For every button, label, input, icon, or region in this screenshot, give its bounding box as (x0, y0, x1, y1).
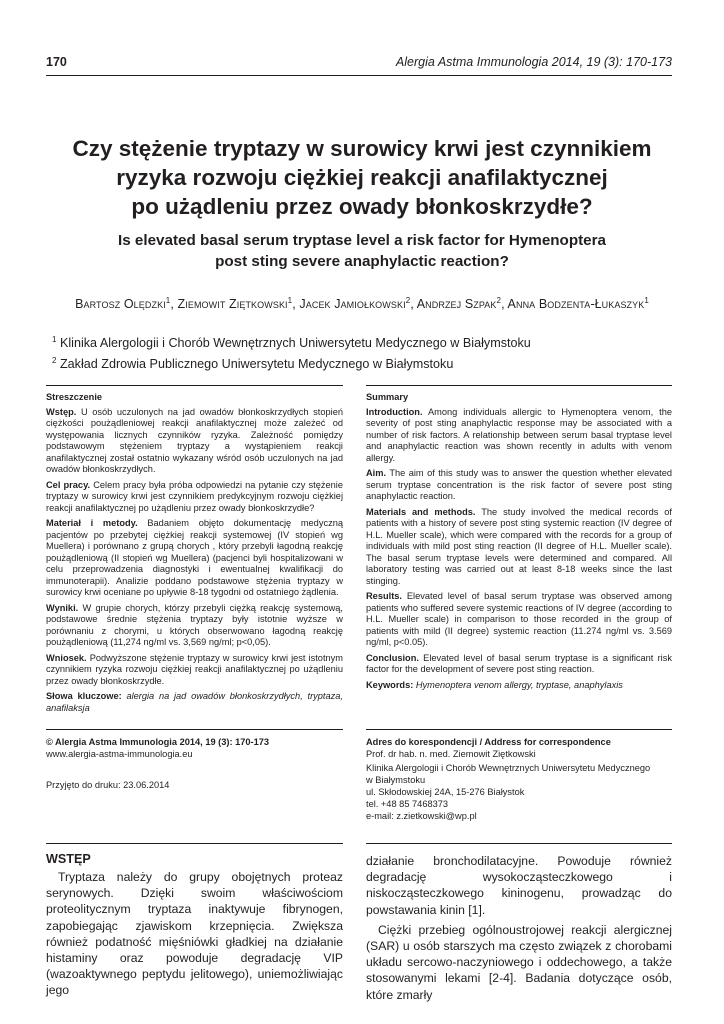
abstract-keywords: Słowa kluczowe: alergia na jad owadów błonkoskrzydłych, tryptaza, anafilaksja (46, 691, 343, 713)
abstract-section: Introduction. Among individuals allergic to Hymenoptera venom, the severity of post sting anaphylactic response may be associated with a number of risk factors. A relationship between serum basal tryptase level and anaphylactic reaction was shown recently in adults with venom allergy. (366, 406, 672, 463)
journal-reference: Alergia Astma Immunologia 2014, 19 (3): 170-173 (395, 55, 672, 69)
title-pl-line: po użądleniu przez owady błonkoskrzydłe? (131, 194, 593, 219)
journal-website: www.alergia-astma-immunologia.eu (46, 749, 193, 759)
body-rule-right (366, 843, 672, 844)
abstract-english-heading: Summary (366, 392, 409, 402)
accepted-date: Przyjęto do druku: 23.06.2014 (46, 780, 170, 790)
abstract-section: Materiał i metody. Badaniem objęto dokumentację medyczną pacjentów po przebytej ciężkiej reakcji systemowej (IV stopień wg Muellera) i porównano z grupą chorych , który przebyli łagodną reakcję poużądleniową (II stopień wg Muellera) (pacjenci byli hospitalizowani w celu przeprowadzenia diagnostyki i ewentualnej kwalifikacji do immunoterapii). Analizie poddano podstawowe stężenia tryptazy w surowicy krwi oceniane po upływie 8-18 tygodni od ostatniego żądlenia. (46, 518, 343, 597)
title-en-line: Is elevated basal serum tryptase level a risk factor for Hymenoptera (118, 232, 606, 249)
abstract-section: Aim. The aim of this study was to answer the question whether elevated serum tryptase concentration is the risk factor of severe post sting anaphylactic reaction. (366, 468, 672, 501)
author-list: Bartosz Olędzki$^1$, Ziemowit Ziętkowski$^1$, Jacek Jamiołkowski$^2$, Andrzej Szpak$^2$, Anna Bodzenta-Łukaszyk$^1$ (75, 296, 649, 312)
title-polish (40, 134, 684, 221)
body-rule-left (46, 843, 343, 844)
title-en-line: post sting severe anaphylactic reaction? (215, 253, 509, 270)
abstract-section: Results. Elevated level of basal serum tryptase was observed among patients who suffered severe systemic reactions of IV degree (according to H.L. Mueller scale) in comparison to those recorded in the group of patients with mild (II degree) systemic reaction (11.274 ng/ml vs. 3.569 ng/ml, p<0.05). (366, 591, 673, 647)
header-rule (46, 75, 672, 76)
abstract-section: Wniosek. Podwyższone stężenie tryptazy w surowicy krwi jest istotnym czynnikiem ryzyka rozwoju ciężkiej reakcji anafilaktycznej po użądleniu przez owady błonkoskrzydłe. (46, 652, 343, 686)
author-affiliation-mark: 1 (287, 296, 293, 305)
copyright-line: © Alergia Astma Immunologia 2014, 19 (3): 170-173 (46, 737, 270, 747)
title-pl-line: Czy stężenie tryptazy w surowicy krwi jest czynnikiem (72, 136, 652, 161)
abstract-section: Wstęp. U osób uczulonych na jad owadów błonkoskrzydłych stopień ciężkości poużądleniowej reakcji anafilaktycznej może zależeć od występowania licznych czynników ryzyka. Zależność pomiędzy podstawowym stężeniem tryptazy a wystąpieniem reakcji anafilaktycznej został ostatnio wykazany wśród osób uczulonych na jad owadów błonkoskrzydłych. (46, 406, 343, 474)
author-name: Anna Bodzenta-Łukaszyk (507, 297, 645, 312)
correspondence-line: ul. Skłodowskiej 24A, 15-276 Białystok (366, 787, 525, 797)
body-paragraph: Tryptaza należy do grupy obojętnych proteaz serynowych. Dzięki swoim właściwościom proteolitycznym tryptaza inaktywuje fibrynogen, zapobiegając zjawiskom krzepnięcia. Zwiększa również podatność mięśniówki gładkiej na działanie histaminy oraz powoduje degradację VIP (wazoaktywnego peptydu jelitowego), uniemożliwiając jego (46, 870, 343, 998)
affiliation-item: $^2$ Zakład Zdrowia Publicznego Uniwersytetu Medycznego w Białymstoku (52, 356, 454, 372)
affiliations (52, 331, 684, 373)
publication-info (46, 736, 343, 791)
author-name: Jacek Jamiołkowski (299, 297, 406, 312)
author-name: Bartosz Olędzki (75, 297, 166, 312)
body-column-right (366, 853, 672, 1007)
correspondence-line: Prof. dr hab. n. med. Ziemowit Ziętkowski (366, 749, 536, 759)
author-name: Ziemowit Ziętkowski (177, 297, 288, 312)
section-heading-introduction: WSTĘP (46, 852, 91, 866)
author-name: Andrzej Szpak (416, 297, 497, 312)
author-affiliation-mark: 1 (165, 296, 171, 305)
abstract-section: Cel pracy. Celem pracy była próba odpowiedzi na pytanie czy stężenie tryptazy w surowicy krwi jest czynnikiem predykcyjnym rozwoju ciężkiej reakcji anafilaktycznej po użądleniu przez owady błonkoskrzydłe? (46, 479, 343, 513)
abstract-section: Conclusion. Elevated level of basal serum tryptase is a significant risk factor for the development of severe post sting reaction. (366, 652, 672, 674)
abstract-rule-left (46, 385, 343, 386)
author-affiliation-mark: 2 (496, 296, 502, 305)
body-paragraph: Ciężki przebieg ogólnoustrojowej reakcji alergicznej (SAR) u osób starszych ma często związek z chorobami układu sercowo-naczyniowego i oddechowego, a także stosowanymi lekami [2-4]. Badania dotyczące osób, które zmarły (366, 922, 672, 1002)
abstract-polish (46, 392, 343, 718)
correspondence-heading: Adres do korespondencji / Address for correspondence (366, 737, 611, 747)
title-english (40, 230, 684, 272)
title-pl-line: ryzyka rozwoju ciężkiej reakcji anafilaktycznej (116, 165, 608, 190)
abstract-section: Materials and methods. The study involved the medical records of patients with a history of severe post sting systemic reaction (IV degree of H.L. Mueller scale), which were compared with the records for a group of individuals with mild post sting reaction (II degree of H.L. Mueller scale). The basal serum tryptase levels were determined and compared. All laboratory testing was carried out at least 8-18 weeks since the last stinging. (366, 506, 672, 586)
author-affiliation-mark: 2 (405, 296, 411, 305)
correspondence-line: w Białymstoku (366, 775, 426, 785)
affiliation-item: $^1$ Klinika Alergologii i Chorób Wewnętrznych Uniwersytetu Medycznego w Białymstoku (52, 335, 531, 351)
running-header (46, 55, 672, 73)
correspondence-line: tel. +48 85 7468373 (366, 799, 449, 809)
body-paragraph: działanie bronchodilatacyjne. Powoduje również degradację wysokocząsteczkowego i niskocząsteczkowego kininogenu, prowadząc do powstawania kinin [1]. (366, 854, 672, 917)
footer-rule-right (366, 729, 672, 730)
abstract-polish-heading: Streszczenie (46, 392, 103, 402)
body-column-left (46, 869, 343, 1003)
abstract-section: Wyniki. W grupie chorych, którzy przebyli ciężką reakcję systemową, podstawowe średnie stężenia tryptazy były istotnie wyższe w porównaniu z chorymi, u których obserwowano łagodną reakcję poużądleniową (11,274 ng/ml vs. 3,569 ng/ml; p<0,05). (46, 602, 343, 647)
author-affiliation-mark: 1 (644, 296, 649, 305)
page-number: 170 (46, 55, 67, 69)
correspondence-line: Klinika Alergologii i Chorób Wewnętrznych Uniwersytetu Medycznego (366, 763, 651, 773)
abstract-rule-right (366, 385, 672, 386)
correspondence-address (366, 736, 672, 822)
abstract-english (366, 392, 672, 695)
footer-rule-left (46, 729, 343, 730)
correspondence-line: e-mail: z.zietkowski@wp.pl (366, 811, 477, 821)
abstract-keywords: Keywords: Hymenoptera venom allergy, tryptase, anaphylaxis (366, 679, 623, 690)
